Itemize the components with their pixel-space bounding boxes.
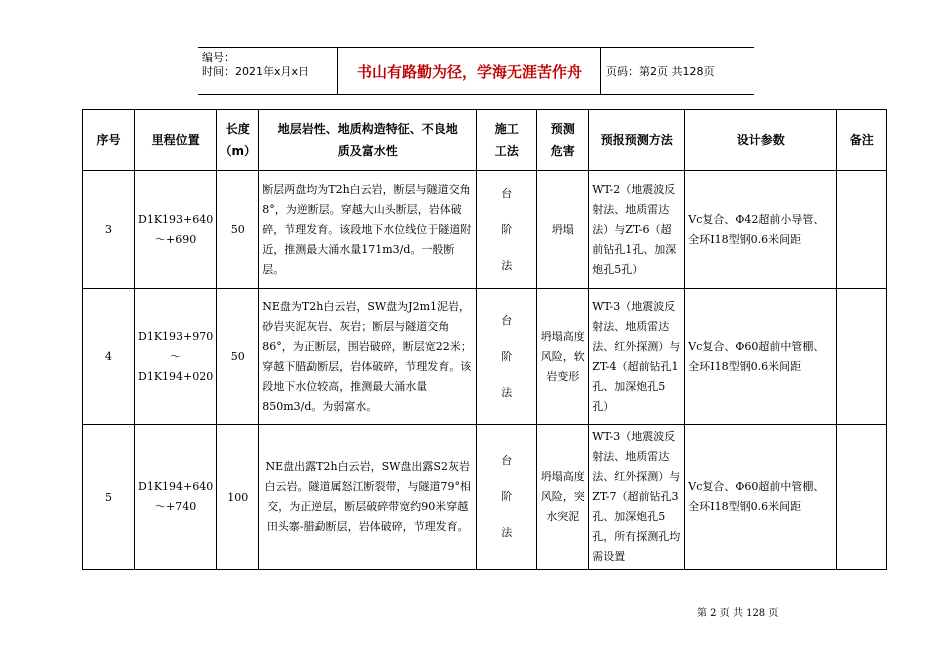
- row-geology-text: 断层两盘均为T2h白云岩，断层与隧道交角8°，为逆断层。穿越大山头断层，岩体破碎，节理发育。该段地下水位线位于隧道附近，推测最大涌水量171m3/d。一般断层。: [262, 182, 472, 276]
- row-method: [477, 289, 537, 425]
- row-design-text: Vc复合、Φ60超前中管棚、全环Ⅰ18型钢0.6米间距: [688, 480, 825, 513]
- doc-time-label: 时间：2021年x月x日: [202, 65, 310, 78]
- row-design: [685, 171, 837, 289]
- row-hazard-text: 坍塌高度风险，突水突泥: [540, 470, 585, 523]
- row-hazard-text: 坍塌高度风险，软岩变形: [540, 329, 585, 383]
- header-method-line2: 工法: [494, 144, 519, 158]
- header-motto: 书山有路勤为径，学海无涯苦作舟: [339, 48, 601, 94]
- header-mileage: 里程位置: [135, 110, 217, 171]
- row-length: 50: [217, 289, 259, 425]
- table-row: [83, 289, 887, 425]
- row-no: 5: [83, 425, 135, 570]
- header-method: [477, 110, 537, 171]
- row-mileage: [135, 425, 217, 570]
- header-no: 序号: [83, 110, 135, 171]
- row-geology: [259, 289, 477, 425]
- row-geology: [259, 171, 477, 289]
- row-method-char: 阶: [501, 490, 513, 503]
- row-length: 100: [217, 425, 259, 570]
- row-design: [685, 289, 837, 425]
- header-length-line2: （m）: [219, 144, 256, 158]
- forecast-table: [82, 109, 887, 570]
- row-remark: [837, 289, 887, 425]
- row-method-char: 法: [501, 526, 513, 539]
- row-design: [685, 425, 837, 570]
- row-mileage-text: D1K194+640～+740: [138, 480, 214, 513]
- row-hazard: [537, 289, 589, 425]
- header-meta: [198, 48, 338, 94]
- header-page-number: 页码：第2页 共128页: [606, 65, 715, 78]
- header-forecast: 预报预测方法: [589, 110, 685, 171]
- row-hazard: [537, 425, 589, 570]
- row-geology-text: NE盘出露T2h白云岩，SW盘出露S2灰岩白云岩。隧道属怒江断裂带，与隧道79°相交，为正逆层，断层破碎带宽约90米穿越田头寨-腊勐断层，岩体破碎，节理发育。: [264, 460, 471, 533]
- header-hazard: [537, 110, 589, 171]
- row-mileage-text: D1K193+640～+690: [138, 212, 214, 246]
- row-method-char: 台: [501, 186, 513, 200]
- header-geology: [259, 110, 477, 171]
- row-no: 3: [83, 171, 135, 289]
- header-design: 设计参数: [685, 110, 837, 171]
- row-forecast-text: WT-3（地震波反射法、地质雷达法、红外探测）与ZT-4（超前钻孔1孔、加深炮孔5孔）: [592, 299, 681, 413]
- row-remark: [837, 171, 887, 289]
- header-geology-line2: 质及富水性: [337, 144, 398, 158]
- row-method-char: 阶: [501, 222, 513, 236]
- header-remark: 备注: [837, 110, 887, 171]
- row-mileage: [135, 289, 217, 425]
- header-method-line1: 施工: [494, 122, 519, 136]
- row-forecast-text: WT-3（地震波反射法、地质雷达法、红外探测）与ZT-7（超前钻孔3孔、加深炮孔5孔，所有探测孔均需设置: [592, 430, 681, 563]
- row-method-char: 台: [501, 454, 513, 467]
- page-footer: 第 2 页 共 128 页: [697, 608, 779, 619]
- row-design-text: Vc复合、Φ60超前中管棚、全环Ⅰ18型钢0.6米间距: [688, 339, 825, 373]
- doc-code-label: 编号：: [202, 51, 235, 64]
- row-remark: [837, 425, 887, 570]
- row-no: 4: [83, 289, 135, 425]
- row-length: 50: [217, 171, 259, 289]
- row-forecast: [589, 171, 685, 289]
- row-method-char: 法: [501, 385, 513, 399]
- row-hazard: [537, 171, 589, 289]
- row-forecast: [589, 425, 685, 570]
- table-row: [83, 425, 887, 570]
- row-design-text: Vc复合、Φ42超前小导管、全环Ⅰ18型钢0.6米间距: [688, 212, 825, 246]
- row-method-char: 阶: [501, 349, 513, 363]
- row-geology-text: NE盘为T2h白云岩，SW盘为J2m1泥岩，砂岩夹泥灰岩、灰岩；断层与隧道交角86°，为正断层，围岩破碎，断层宽22米；穿越下腊勐断层，岩体破碎，节理发育。该段地下水位较高，推测最大涌水量850m3/d。为弱富水。: [262, 299, 472, 413]
- row-method: [477, 171, 537, 289]
- table-row: [83, 171, 887, 289]
- header-hazard-line2: 危害: [550, 144, 575, 158]
- header-geology-line1: 地层岩性、地质构造特征、不良地: [277, 122, 458, 136]
- row-mileage: [135, 171, 217, 289]
- row-hazard-text: 坍塌: [551, 222, 574, 236]
- header-length-line1: 长度: [225, 122, 250, 136]
- row-forecast: [589, 289, 685, 425]
- page-header: [198, 47, 754, 95]
- row-forecast-text: WT-2（地震波反射法、地质雷达法）与ZT-6（超前钻孔1孔、加深炮孔5孔）: [592, 182, 677, 276]
- table-header-row: [83, 110, 887, 171]
- row-geology: [259, 425, 477, 570]
- header-length: [217, 110, 259, 171]
- row-method-char: 法: [501, 258, 513, 272]
- row-mileage-text: D1K193+970～D1K194+020: [138, 329, 214, 383]
- header-hazard-line1: 预测: [550, 122, 575, 136]
- row-method-char: 台: [501, 313, 513, 327]
- row-method: [477, 425, 537, 570]
